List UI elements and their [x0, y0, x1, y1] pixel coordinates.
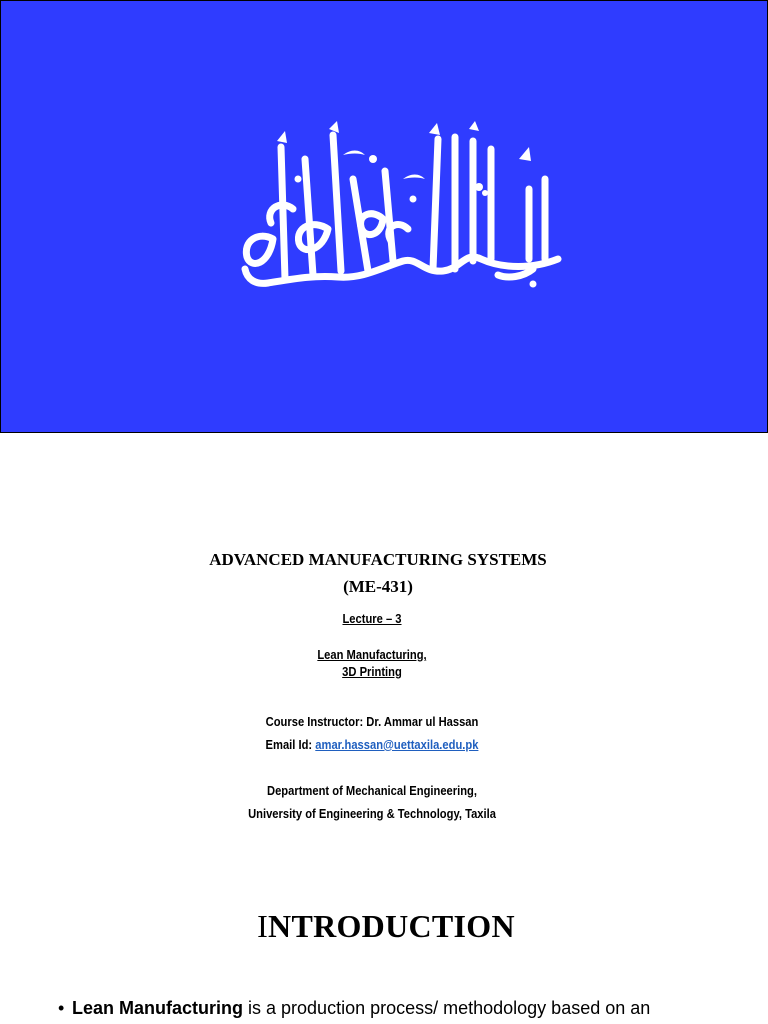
course-title-block: [0, 546, 756, 600]
email-link[interactable]: amar.hassan@uettaxila.edu.pk: [315, 737, 479, 752]
bullet-dot-icon: •: [58, 998, 65, 1018]
bullet-item: [58, 996, 708, 1020]
department-name: Department of Mechanical Engineering,: [267, 783, 477, 798]
heading-initial: I: [257, 908, 269, 944]
title-banner: [0, 0, 768, 433]
course-title: ADVANCED MANUFACTURING SYSTEMS: [209, 550, 547, 569]
heading-rest: NTRODUCTION: [268, 908, 515, 944]
university-name: University of Engineering & Technology, Taxila: [248, 806, 496, 821]
topic-line-1: Lean Manufacturing,: [317, 647, 427, 662]
section-heading: [0, 908, 768, 945]
instructor-name: Course Instructor: Dr. Ammar ul Hassan: [265, 714, 479, 729]
bullet-text: is a production process/ methodology based on an: [243, 998, 651, 1018]
instructor-email-row: [52, 733, 692, 756]
instructor-info: [52, 710, 692, 756]
department-info: [52, 779, 692, 825]
course-code: (ME-431): [343, 577, 413, 596]
lecture-number: Lecture – 3: [342, 611, 402, 626]
bismillah-calligraphy-icon: [233, 119, 567, 299]
lecture-topic: [52, 646, 692, 680]
topic-line-2: 3D Printing: [342, 664, 402, 679]
bullet-term: Lean Manufacturing: [72, 998, 244, 1018]
email-label: Email Id:: [265, 737, 313, 752]
